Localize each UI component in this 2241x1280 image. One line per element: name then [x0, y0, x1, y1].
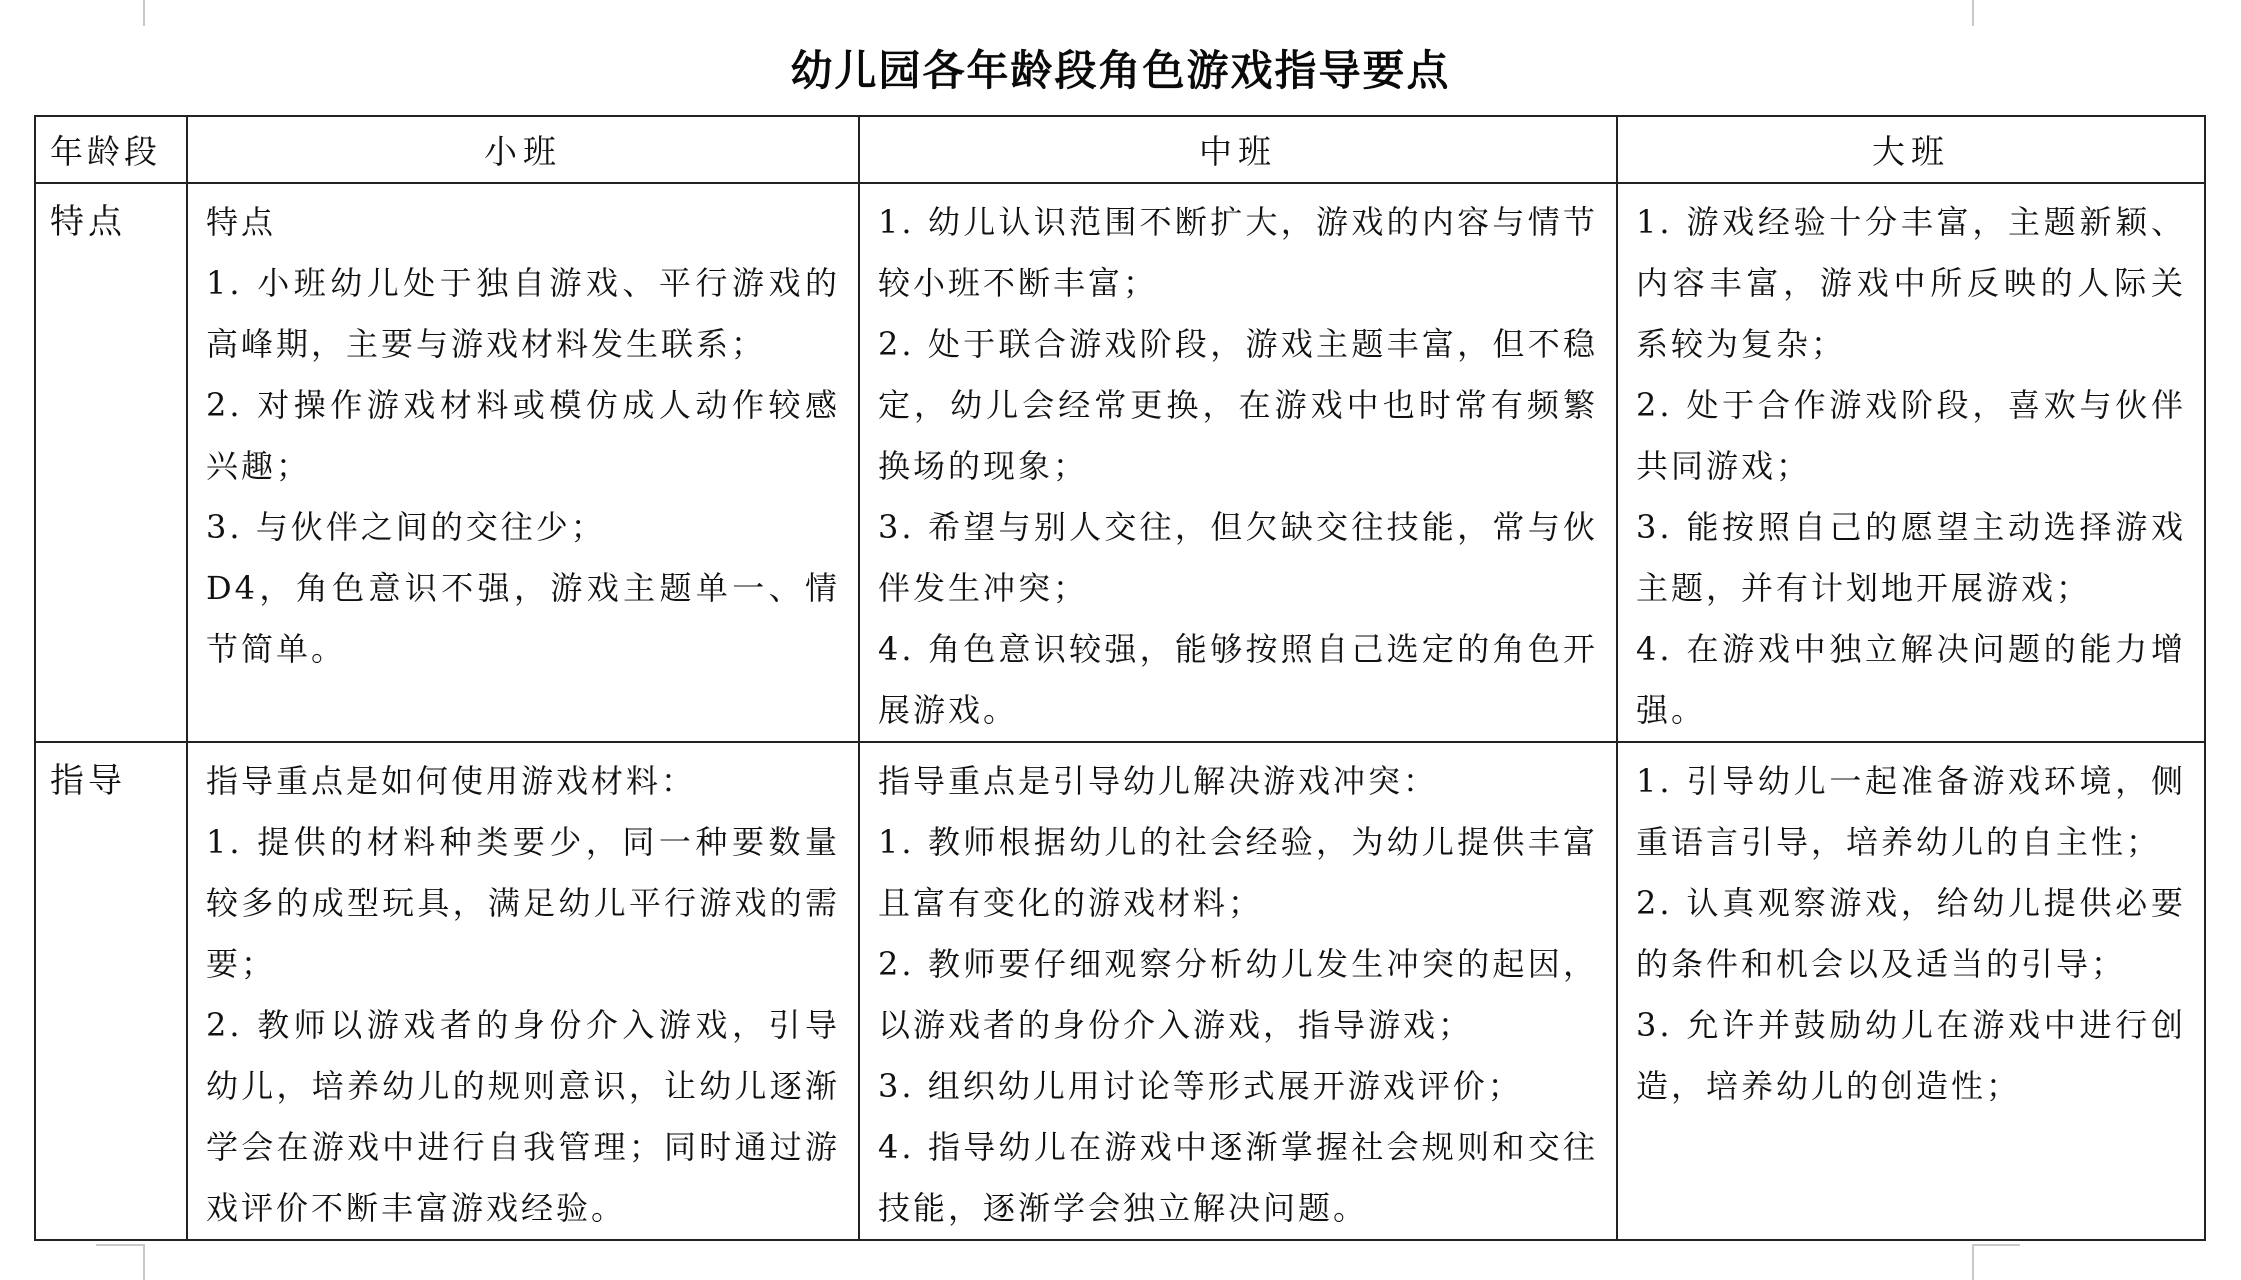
cell-line: 4. 指导幼儿在游戏中逐渐掌握社会规则和交往技能，逐渐学会独立解决问题。	[878, 1128, 1598, 1227]
cell-line: 3. 与伙伴之间的交往少；	[206, 508, 606, 546]
crop-mark-bottom-left-h	[96, 1244, 144, 1246]
cell-line: 4. 角色意识较强，能够按照自己选定的角色开展游戏。	[878, 630, 1598, 729]
cell-line: D4，角色意识不强，游戏主题单一、情节简单。	[206, 569, 840, 668]
page-title: 幼儿园各年龄段角色游戏指导要点	[790, 46, 1451, 95]
crop-mark-bottom-left-v	[143, 1244, 145, 1280]
cell-line: 1. 提供的材料种类要少，同一种要数量较多的成型玩具，满足幼儿平行游戏的需要；	[206, 823, 840, 983]
cell-line: 1. 教师根据幼儿的社会经验，为幼儿提供丰富且富有变化的游戏材料；	[878, 823, 1598, 922]
cell-line: 1. 幼儿认识范围不断扩大，游戏的内容与情节较小班不断丰富；	[878, 203, 1598, 302]
table-header-row	[35, 116, 2205, 183]
cell-line: 指导重点是如何使用游戏材料：	[206, 762, 697, 800]
header-age-group: 年龄段	[35, 116, 187, 183]
guidance-table	[34, 115, 2206, 1241]
header-small-class: 小班	[187, 116, 859, 183]
crop-mark-bottom-right-h	[1972, 1244, 2020, 1246]
row-header-features: 特点	[35, 183, 187, 742]
header-middle-class: 中班	[859, 116, 1617, 183]
crop-mark-bottom-right-v	[1972, 1244, 1974, 1280]
cell-line: 指导重点是引导幼儿解决游戏冲突：	[878, 762, 1439, 800]
row-header-guidance: 指导	[35, 742, 187, 1240]
cell-features-middle	[859, 183, 1617, 742]
table-row-guidance	[35, 742, 2205, 1240]
cell-line: 2. 处于联合游戏阶段，游戏主题丰富，但不稳定，幼儿会经常更换，在游戏中也时常有频繁换场的现象；	[878, 325, 1598, 485]
header-senior-class: 大班	[1617, 116, 2205, 183]
cell-features-senior	[1617, 183, 2205, 742]
cell-line: 3. 能按照自己的愿望主动选择游戏主题，并有计划地开展游戏；	[1636, 508, 2186, 607]
cell-line: 1. 游戏经验十分丰富，主题新颖、内容丰富，游戏中所反映的人际关系较为复杂；	[1636, 203, 2186, 363]
cell-line: 4. 在游戏中独立解决问题的能力增强。	[1636, 630, 2186, 729]
cell-line: 3. 组织幼儿用讨论等形式展开游戏评价；	[878, 1067, 1523, 1105]
cell-line: 2. 认真观察游戏，给幼儿提供必要的条件和机会以及适当的引导；	[1636, 884, 2186, 983]
cell-line: 3. 允许并鼓励幼儿在游戏中进行创造，培养幼儿的创造性；	[1636, 1006, 2186, 1105]
cell-guidance-small	[187, 742, 859, 1240]
cell-line: 2. 对操作游戏材料或模仿成人动作较感兴趣；	[206, 386, 840, 485]
table-row-features	[35, 183, 2205, 742]
cell-line: 1. 引导幼儿一起准备游戏环境，侧重语言引导，培养幼儿的自主性；	[1636, 762, 2186, 861]
cell-line: 2. 教师要仔细观察分析幼儿发生冲突的起因，以游戏者的身份介入游戏，指导游戏；	[878, 945, 1598, 1044]
cell-line: 3. 希望与别人交往，但欠缺交往技能，常与伙伴发生冲突；	[878, 508, 1598, 607]
crop-mark-top-right	[1972, 0, 1974, 26]
cell-guidance-middle	[859, 742, 1617, 1240]
cell-line: 特点	[206, 203, 277, 241]
cell-guidance-senior	[1617, 742, 2205, 1240]
crop-mark-top-left	[143, 0, 145, 26]
cell-line: 1. 小班幼儿处于独自游戏、平行游戏的高峰期，主要与游戏材料发生联系；	[206, 264, 840, 363]
cell-features-small	[187, 183, 859, 742]
cell-line: 2. 教师以游戏者的身份介入游戏，引导幼儿，培养幼儿的规则意识，让幼儿逐渐学会在游戏中进行自我管理；同时通过游戏评价不断丰富游戏经验。	[206, 1006, 840, 1227]
cell-line: 2. 处于合作游戏阶段，喜欢与伙伴共同游戏；	[1636, 386, 2186, 485]
